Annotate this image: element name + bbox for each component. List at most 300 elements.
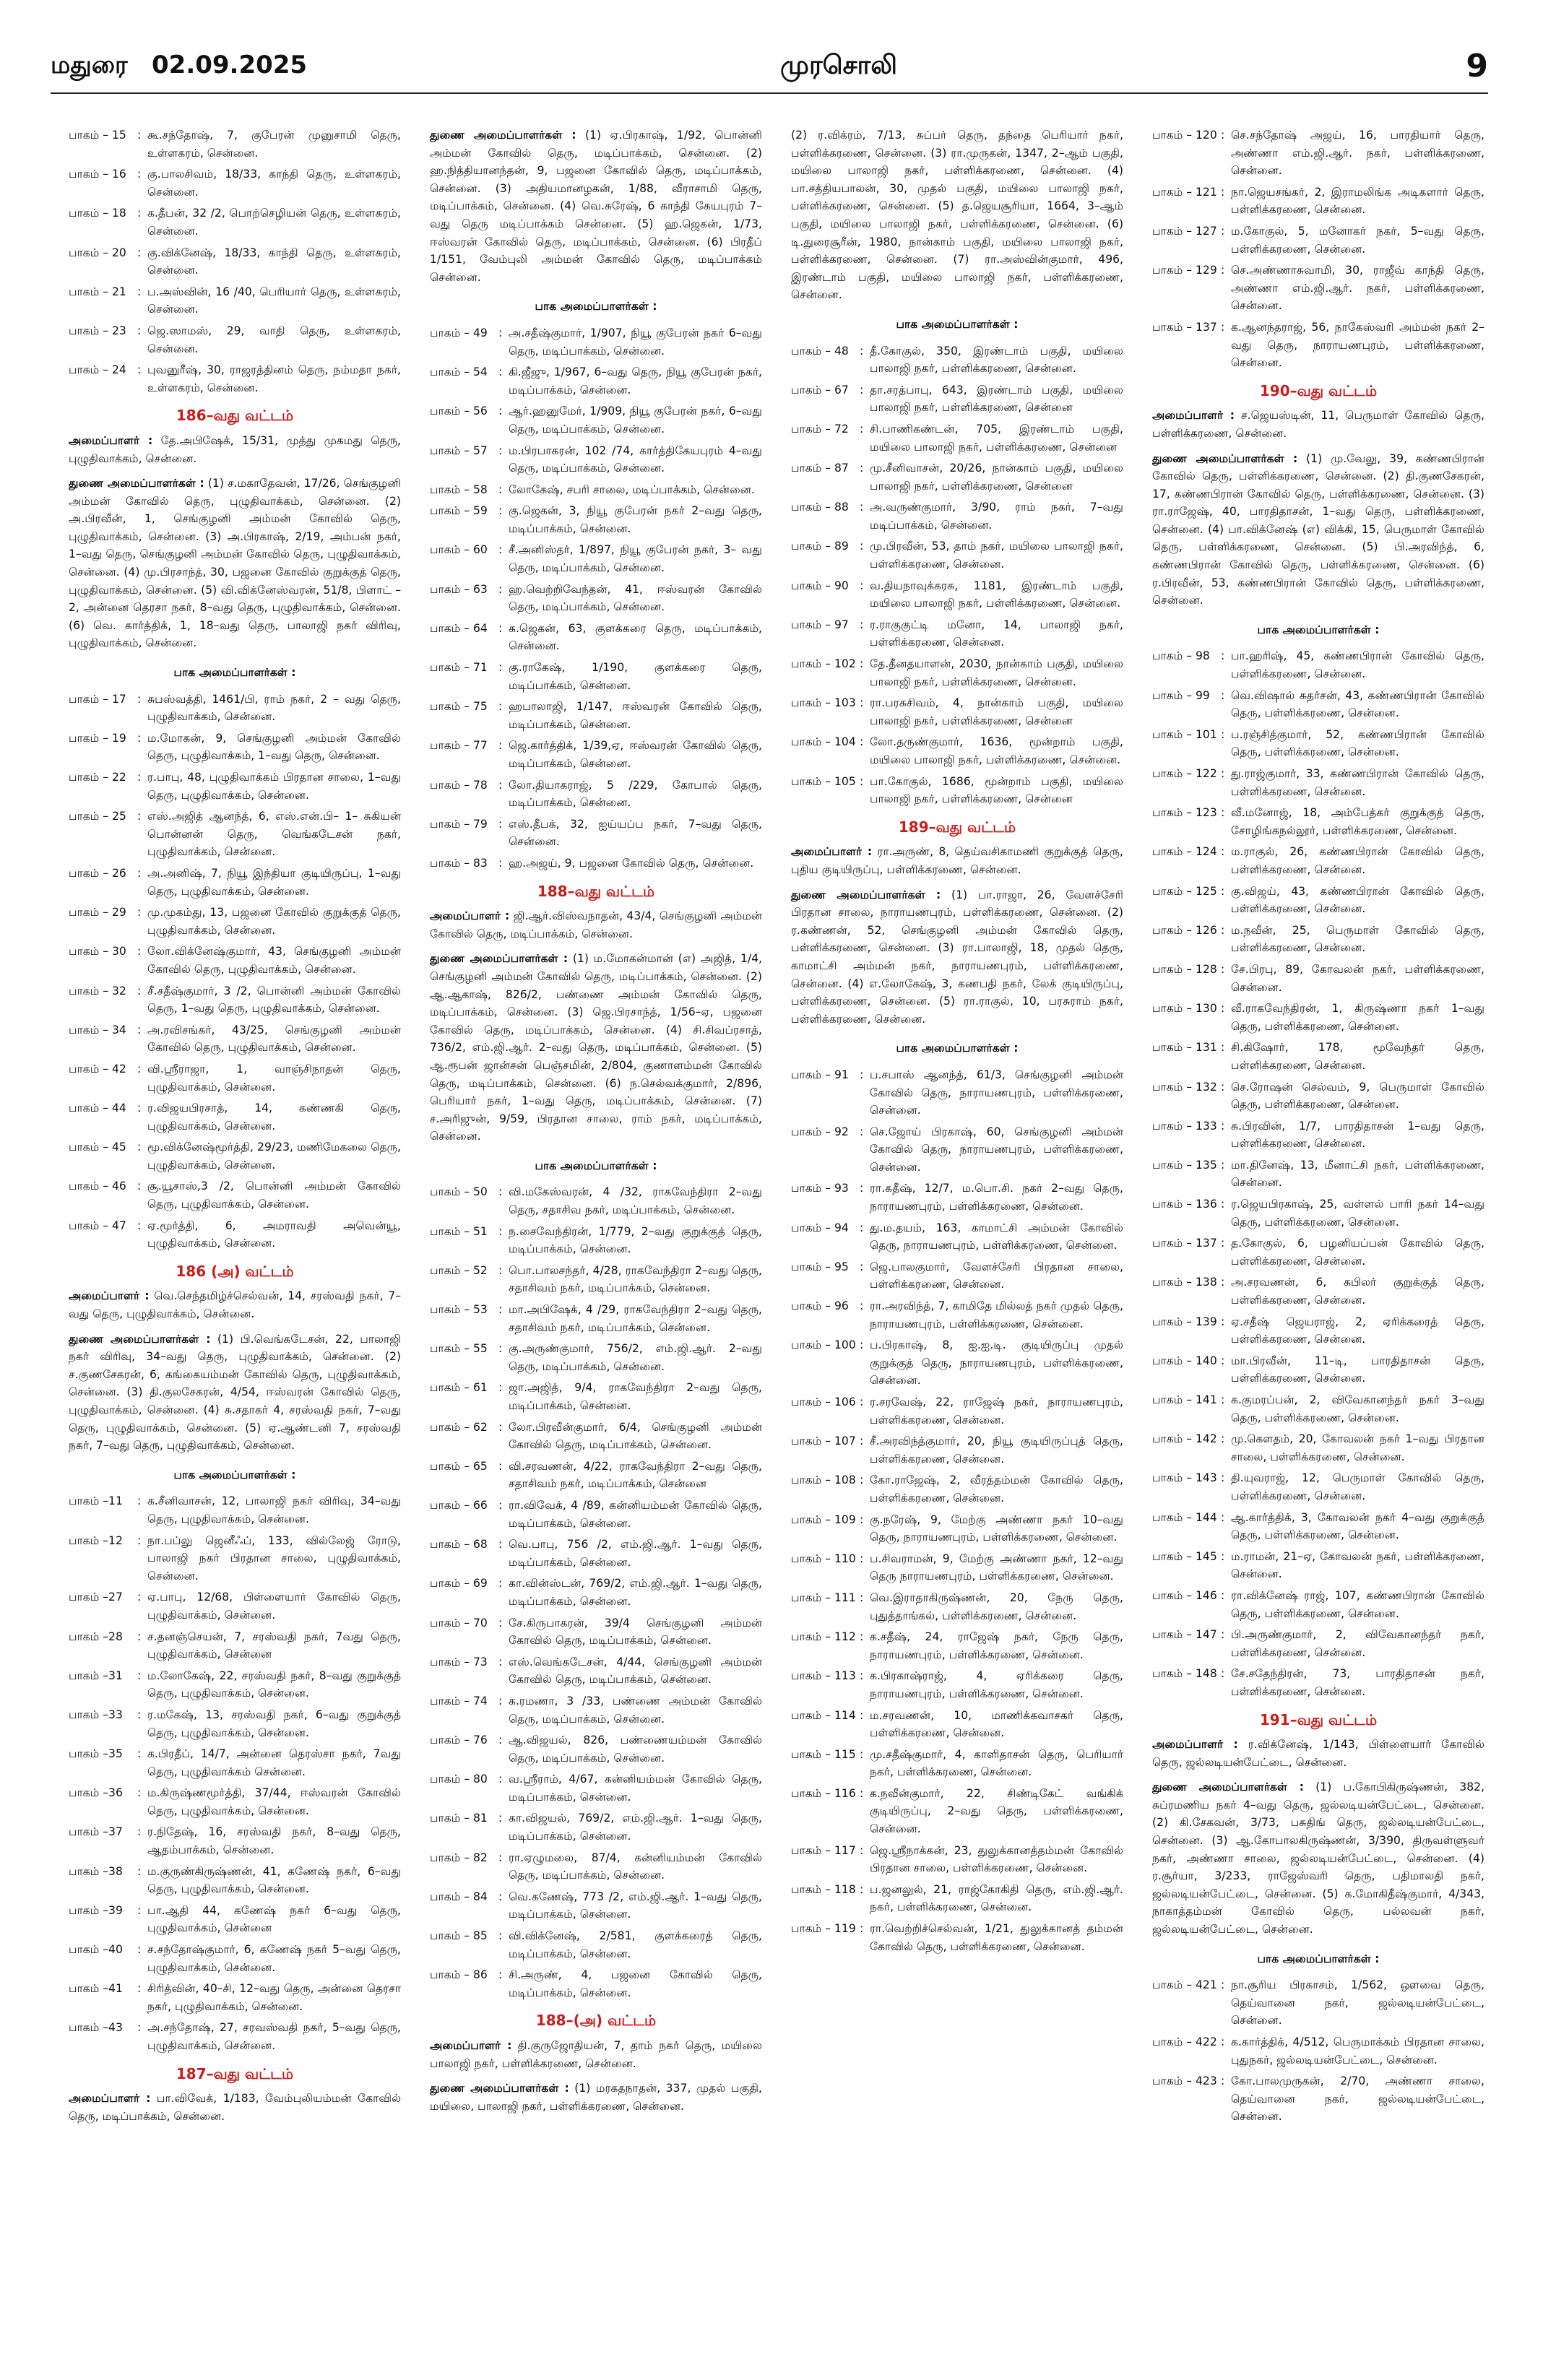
booth-person-address: கு.நரேஷ், 9, மேற்கு அண்ணா நகர் 10–வது தெரு, நாராயணபுரம், பள்ளிக்கரணை, சென்னை. [870, 1513, 1123, 1544]
booth-entry [69, 730, 401, 765]
organizer-details: ச.ஜெயஸ்டின், 11, பெருமாள் கோவில் தெரு, பள்ளிக்கரணை, சென்னை. [1152, 409, 1484, 440]
booth-number: பாகம் – 62 [430, 1420, 488, 1434]
booth-entry [791, 733, 1123, 769]
booth-number: பாகம் – 111 [791, 1591, 856, 1604]
masthead [51, 48, 1488, 94]
booth-person-address: ச.தனஞ்செயன், 7, சரஸ்வதி நகர், 7வது தெரு, புழுதிவாக்கம், சென்னை [147, 1630, 401, 1661]
section-subheading: பாக அமைப்பாளர்கள் : [535, 300, 657, 313]
booth-entry [1152, 183, 1484, 219]
booth-person-address: வெ.பாபு, 756 /2, எம்.ஜி.ஆர். 1–வது தெரு, மடிப்பாக்கம், சென்னை. [509, 1538, 762, 1569]
booth-person-address: கோ.பாலமுருகன், 2/70, அண்ணா சாலை, தெய்வானை நகர், ஜல்லடியன்பேட்டை, சென்னை. [1231, 2074, 1484, 2124]
booth-entry [791, 1785, 1123, 1838]
booth-person-address: மூ.விக்னேஷ்மூர்த்தி, 29/23, மணிமேகலை தெரு, புழுதிவாக்கம், சென்னை. [147, 1141, 401, 1172]
booth-number: பாகம் – 79 [430, 817, 488, 831]
organizer-paragraph [69, 432, 401, 467]
booth-entry [1152, 2033, 1484, 2069]
section-subheading: பாக அமைப்பாளர்கள் : [1257, 1952, 1380, 1965]
booth-entry [1152, 1195, 1484, 1231]
booth-person-address: தீ.கோகுல், 350, இரண்டாம் பகுதி, மயிலை பாலாஜி நகர், பள்ளிக்கரணை, சென்னை. [870, 344, 1123, 376]
column-3 [791, 126, 1123, 2351]
booth-number: பாகம் – 101 [1152, 727, 1217, 741]
separator-colon: : [860, 618, 864, 631]
booth-entry [69, 982, 401, 1018]
booth-number: பாகம் – 143 [1152, 1471, 1217, 1485]
booth-number: பாகம் – 80 [430, 1773, 488, 1786]
separator-colon: : [498, 365, 503, 379]
role-label: அமைப்பாளர் : [1152, 409, 1235, 423]
separator-colon: : [498, 1655, 503, 1669]
separator-colon: : [137, 246, 142, 259]
booth-entry [430, 581, 762, 616]
separator-colon: : [498, 1577, 503, 1591]
booth-entry [430, 1379, 762, 1414]
booth-entry [69, 1706, 401, 1741]
booth-number: பாகம் – 113 [791, 1669, 856, 1683]
booth-number: பாகம் – 58 [430, 483, 488, 496]
separator-colon: : [860, 383, 864, 397]
booth-person-address: மு.சீனிவாசன், 20/26, நான்காம் பகுதி, மயிலை பாலாஜி நகர், பள்ளிக்கரணை, சென்னை [870, 462, 1123, 493]
separator-colon: : [137, 129, 142, 142]
booth-entry [430, 737, 762, 772]
booth-person-address: மா.அபிஷேக், 4 /29, ராகவேந்திரா 2–வது தெரு, சதாசிவம் நகர், மடிப்பாக்கம், சென்னை. [509, 1303, 762, 1334]
booth-person-address: க.சதீஷ், 24, ராஜேஷ் நகர், நேரு தெரு, நாராயணபுரம், பள்ளிக்கரணை, சென்னை. [870, 1630, 1123, 1661]
booth-number: பாகம் – 64 [430, 621, 488, 635]
booth-number: பாகம் – 53 [430, 1303, 488, 1317]
booth-person-address: க.குமரப்பன், 2, விவேகானந்தர் நகர் 3–வது தெரு, பள்ளிக்கரணை, சென்னை. [1231, 1393, 1484, 1424]
booth-entry [69, 1745, 401, 1780]
booth-person-address: நா.பப்லு ஜெனீஃப், 133, வில்லேஜ் ரோடு, பாலாஜி நகர் பிரதான சாலை, புழுதிவாக்கம், சென்னை. [147, 1533, 401, 1583]
booth-entry [69, 865, 401, 900]
booth-person-address: மா.பிரவீன், 11–டி, பாரதிதாசன் தெரு, பள்ளிக்கரணை, சென்னை. [1231, 1354, 1484, 1385]
booth-entry [791, 1746, 1123, 1781]
booth-entry [1152, 1548, 1484, 1583]
organizer-paragraph [791, 126, 1123, 304]
separator-colon: : [1221, 1510, 1225, 1524]
separator-colon: : [1221, 1354, 1225, 1367]
separator-colon: : [1221, 185, 1225, 199]
separator-colon: : [137, 1141, 142, 1154]
booth-entry [430, 1966, 762, 2002]
booth-person-address: ரா.விவேக், 4 /89, கன்னியம்மன் கோவில் தெரு, மடிப்பாக்கம், சென்னை. [509, 1498, 762, 1530]
role-label: அமைப்பாளர் : [430, 2039, 512, 2052]
ward-heading: 187–வது வட்டம் [176, 2064, 294, 2082]
booth-entry [791, 1219, 1123, 1255]
booth-number: பாகம் – 108 [791, 1474, 856, 1487]
booth-number: பாகம் – 117 [791, 1843, 856, 1857]
booth-entry [1152, 319, 1484, 372]
booth-person-address: க.ஆனந்தராஜ், 56, நாகேஸ்வரி அம்மன் நகர் 2–வது தெரு, நாராயணபுரம், பள்ளிக்கரணை, சென்னை. [1231, 320, 1484, 370]
organizer-paragraph [430, 2037, 762, 2072]
booth-entry [791, 1920, 1123, 1955]
booth-person-address: ப.அஸ்வின், 16 /40, பெரியார் தெரு, உள்ளகரம், சென்னை. [147, 285, 401, 316]
separator-colon: : [1221, 2074, 1225, 2088]
booth-entry [430, 1692, 762, 1728]
booth-entry [430, 541, 762, 576]
booth-number: பாகம் – 72 [791, 422, 849, 436]
booth-person-address: கு.அருண்குமார், 756/2, எம்.ஜி.ஆர். 2–வது தெரு, மடிப்பாக்கம், சென்னை. [509, 1342, 762, 1373]
booth-entry [1152, 1156, 1484, 1192]
separator-colon: : [1221, 1393, 1225, 1406]
separator-colon: : [860, 696, 864, 710]
booth-person-address: அ.சரவணன், 6, கபிலர் குறுக்குத் தெரு, பள்ளிக்கரணை, சென்னை. [1231, 1276, 1484, 1307]
separator-colon: : [137, 984, 142, 998]
booth-number: பாகம் – 25 [69, 810, 126, 823]
separator-colon: : [137, 1747, 142, 1761]
booth-person-address: நா.சூரிய பிரகாசம், 1/562, ஔவை தெரு, தெய்வானை நகர், ஜல்லடியன்பேட்டை, சென்னை. [1231, 1978, 1484, 2028]
booth-number: பாகம் – 61 [430, 1381, 488, 1395]
booth-number: பாகம் – 128 [1152, 962, 1217, 976]
role-label: அமைப்பாளர் : [69, 1289, 150, 1303]
booth-entry [791, 498, 1123, 534]
booth-number: பாகம் – 84 [430, 1890, 488, 1903]
booth-number: பாகம் – 140 [1152, 1354, 1217, 1367]
booth-entry [1152, 2072, 1484, 2126]
booth-number: பாகம் – 142 [1152, 1432, 1217, 1446]
booth-person-address: அ.அனிஷ், 7, நியூ இந்தியா குடியிருப்பு, 1–வது தெரு, புழுதிவாக்கம், சென்னை. [147, 866, 401, 898]
separator-colon: : [498, 739, 503, 753]
booth-entry [791, 1881, 1123, 1916]
booth-number: பாகம் – 98 [1152, 649, 1210, 663]
booth-number: பாகம் – 29 [69, 906, 126, 919]
booth-number: பாகம் – 92 [791, 1125, 849, 1138]
organizer-paragraph [69, 1287, 401, 1323]
booth-entry [69, 808, 401, 861]
booth-entry [791, 655, 1123, 691]
booth-person-address: ம.ராகுல், 26, கண்ணபிரான் கோவில் தெரு, பள்ளிக்கரணை, சென்னை. [1231, 845, 1484, 876]
booth-number: பாகம் –37 [69, 1825, 123, 1839]
booth-person-address: ஏ.மூர்த்தி, 6, அமராவதி அவென்யூ, புழுதிவாக்கம், சென்னை. [147, 1219, 401, 1250]
separator-colon: : [860, 1435, 864, 1448]
booth-number: பாகம் – 82 [430, 1851, 488, 1864]
separator-colon: : [498, 1459, 503, 1473]
booth-number: பாகம் – 15 [69, 129, 126, 142]
booth-number: பாகம் – 141 [1152, 1393, 1217, 1406]
separator-colon: : [498, 1968, 503, 1982]
booth-entry [69, 2019, 401, 2054]
separator-colon: : [498, 1773, 503, 1786]
booth-person-address: வெ.கணேஷ், 773 /2, எம்.ஜி.ஆர். 1–வது தெரு, மடிப்பாக்கம், சென்னை. [509, 1890, 762, 1921]
booth-number: பாகம் – 102 [791, 657, 856, 671]
separator-colon: : [137, 207, 142, 220]
separator-colon: : [860, 1338, 864, 1352]
booth-person-address: ரா.வெற்றிச்செல்வன், 1/21, துலுக்கானத் தம்மன் கோவில் தெரு, பள்ளிக்கரணை, சென்னை. [870, 1922, 1123, 1953]
separator-colon: : [860, 1125, 864, 1138]
separator-colon: : [860, 1395, 864, 1408]
booth-person-address: கா.வின்ஸ்டன், 769/2, எம்.ஜி.ஆர். 1–வது தெரு, மடிப்பாக்கம், சென்னை. [509, 1577, 762, 1608]
booth-entry [791, 1297, 1123, 1333]
booth-person-address: அ.வருண்குமார், 3/90, ராம் நகர், 7–வது மடிப்பாக்கம், சென்னை. [870, 501, 1123, 532]
booth-person-address: சி.பாணிகண்டன், 705, இரண்டாம் பகுதி, மயிலை பாலாஜி நகர், பள்ளிக்கரணை, சென்னை [870, 422, 1123, 454]
booth-number: பாகம் – 42 [69, 1062, 126, 1076]
organizer-details: தே.அபிஷேக், 15/31, முத்து முகமது தெரு, புழுதிவாக்கம், சென்னை. [69, 433, 401, 465]
booth-entry [69, 244, 401, 280]
booth-person-address: கா.விஜயல், 769/2, எம்.ஜி.ஆர். 1–வது தெரு, மடிப்பாக்கம், சென்னை. [509, 1812, 762, 1843]
booth-entry [1152, 922, 1484, 957]
booth-number: பாகம் – 129 [1152, 264, 1217, 277]
booth-entry [791, 381, 1123, 417]
organizer-details: ர.விக்னேஷ், 1/143, பிள்ளையார் கோவில் தெரு, ஜல்லடியன்பேட்டை, சென்னை. [1152, 1738, 1484, 1769]
booth-entry [430, 442, 762, 477]
booth-number: பாகம் – 127 [1152, 224, 1217, 238]
booth-entry [1152, 1039, 1484, 1074]
booth-entry [430, 1888, 762, 1924]
booth-person-address: ஜெ.ஸாமஸ், 29, வாதி தெரு, உள்ளகரம், சென்னை. [147, 324, 401, 355]
ward-heading: 186–வது வட்டம் [176, 407, 294, 425]
booth-person-address: ச.சந்தோஷ்குமார், 6, கணேஷ் நகர் 5–வது தெரு, புழுதிவாக்கம், சென்னை. [147, 1943, 401, 1974]
booth-person-address: கு.ராகேஷ், 1/190, குளக்கரை தெரு, மடிப்பாக்கம், சென்னை. [509, 661, 762, 692]
booth-number: பாகம் – 118 [791, 1882, 856, 1896]
organizer-details: (1) ம.மோகன்மான் (எ) அஜித், 1/4, செங்குழனி அம்மன் கோவில் தெரு, மடிப்பாக்கம், சென்னை. (2) ஆ.ஆகாஷ், 826/2, பண்ணை அம்மன் கோவில் தெரு, மடிப்பாக்கம், சென்னை. (3) ஜெ.பிரசாந்த், 1/56–ஏ, பஜனை கோவில் தெரு, மடிப்பாக்கம், சென்னை. (4) சி.சிவப்ரசாத், 736/2, எம்.ஜி.ஆர். 2–வது தெரு, மடிப்பாக்கம், சென்னை. (5) ஆ.ரூபன் ஜான்சன் பெஞ்சமின், 2/804, குணாளம்மன் கோவில் தெரு, மடிப்பாக்கம், சென்னை. (6) ந.செல்வக்குமார், 2/896, பெரியார் நகர், 1–வது தெரு, மடிப்பாக்கம், சென்னை. (7) ச.அரிஜுன், 9/59, பிரதான சாலை, ராம் நகர், மடிப்பாக்கம், சென்னை. [430, 952, 762, 1143]
role-label: துணை அமைப்பாளர்கள் : [1152, 451, 1298, 465]
separator-colon: : [860, 1669, 864, 1683]
organizer-details: ஜி.ஆர்.விஸ்வநாதன், 43/4, செங்குழனி அம்மன் கோவில் தெரு, மடிப்பாக்கம், சென்னை. [430, 909, 762, 940]
booth-number: பாகம் – 17 [69, 692, 126, 706]
booth-number: பாகம் – 137 [1152, 320, 1217, 334]
separator-colon: : [498, 817, 503, 831]
booth-person-address: நா.ஜெயசங்கர், 2, இராமலிங்க அடிகளார் தெரு, பள்ளிக்கரணை, சென்னை. [1231, 185, 1484, 217]
booth-number: பாகம் – 422 [1152, 2035, 1217, 2048]
booth-entry [1152, 843, 1484, 878]
separator-colon: : [137, 1591, 142, 1604]
booth-entry [1152, 1587, 1484, 1622]
booth-entry [430, 324, 762, 360]
separator-colon: : [498, 504, 503, 518]
booth-person-address: ஏ.பாபு, 12/68, பிள்ளையார் கோவில் தெரு, புழுதிவாக்கம், சென்னை. [147, 1591, 401, 1622]
booth-number: பாகம் – 421 [1152, 1978, 1217, 1992]
booth-entry [791, 1123, 1123, 1177]
organizer-paragraph [430, 2080, 762, 2115]
booth-number: பாகம் – 148 [1152, 1667, 1217, 1681]
newspaper-name: முரசொலி [780, 51, 897, 80]
role-label: அமைப்பாளர் : [69, 433, 153, 447]
organizer-details: (2) ர.விக்ரம், 7/13, சுப்பர் தெரு, தந்தை பெரியார் நகர், பள்ளிக்கரணை, சென்னை. (3) ரா.முருகன், 1347, 2–ஆம் பகுதி, மயிலை பாலாஜி நகர், பள்ளிக்கரணை, சென்னை. (4) பா.சத்தியபாலன், 30, முதல் பகுதி, மயிலை பாலாஜி நகர், பள்ளிக்கரணை, சென்னை. (5) த.ஜெயசூரியா, 1664, 3–ஆம் பகுதி, மயிலை பாலாஜி நகர், பள்ளிக்கரணை, சென்னை. (6) டி.துரைசூரீன், 1980, நான்காம் பகுதி, மயிலை பாலாஜி நகர், பள்ளிக்கரணை, சென்னை. (7) ரா.அஸ்வின்குமார், 496, இரண்டாம் பகுதி, மயிலை பாலாஜி நகர், பள்ளிக்கரணை, சென்னை. [791, 129, 1123, 302]
booth-number: பாகம் – 49 [430, 326, 488, 339]
separator-colon: : [137, 324, 142, 337]
booth-person-address: செ.ஜோய் பிரகாஷ், 60, செங்குழனி அம்மன் கோவில் தெரு, நாராயணபுரம், பள்ளிக்கரணை, சென்னை. [870, 1125, 1123, 1174]
booth-entry [791, 459, 1123, 495]
booth-number: பாகம் – 30 [69, 945, 126, 959]
separator-colon: : [498, 1303, 503, 1317]
booth-person-address: தி.யுவராஜ், 12, பெருமாள் கோவில் தெரு, பள்ளிக்கரணை, சென்னை. [1231, 1471, 1484, 1502]
separator-colon: : [860, 344, 864, 358]
separator-colon: : [1221, 649, 1225, 663]
separator-colon: : [498, 1224, 503, 1238]
booth-person-address: க.ஜெகன், 63, குளக்கரை தெரு, மடிப்பாக்கம், சென்னை. [509, 621, 762, 653]
booth-number: பாகம் – 100 [791, 1338, 856, 1352]
separator-colon: : [1221, 884, 1225, 898]
booth-entry [791, 1180, 1123, 1215]
booth-entry [69, 1060, 401, 1096]
booth-person-address: து.ம.தயம், 163, காமாட்சி அம்மன் கோவில் தெரு, நாராயணபுரம், பள்ளிக்கரணை, சென்னை. [870, 1221, 1123, 1252]
booth-number: பாகம் –35 [69, 1747, 123, 1761]
booth-number: பாகம் – 122 [1152, 767, 1217, 780]
organizer-paragraph [430, 126, 762, 286]
booth-number: பாகம் – 83 [430, 856, 488, 870]
booth-number: பாகம் – 121 [1152, 185, 1217, 199]
booth-person-address: சே.கிருபாகரன், 39/4 செங்குழனி அம்மன் கோவில் தெரு, மடிப்பாக்கம், சென்னை. [509, 1616, 762, 1648]
booth-number: பாகம் – 56 [430, 404, 488, 418]
booth-entry [430, 1770, 762, 1806]
booth-person-address: சீ.அனிஸ்தர், 1/897, நியூ குபேரன் நகர், 3– வது தெரு, மடிப்பாக்கம், சென்னை. [509, 543, 762, 575]
separator-colon: : [137, 1102, 142, 1115]
booth-person-address: சீ.அரவிந்த்குமார், 20, நியூ குடியிருப்புத் தெரு, பள்ளிக்கரணை, சென்னை. [870, 1435, 1123, 1466]
booth-number: பாகம் – 126 [1152, 923, 1217, 937]
separator-colon: : [1221, 962, 1225, 976]
ward-heading: 186 (அ) வட்டம் [176, 1262, 294, 1280]
separator-colon: : [137, 1062, 142, 1076]
booth-entry [1152, 687, 1484, 722]
booth-person-address: ப.சபாஸ் ஆனந்த், 61/3, செங்குழனி அம்மன் கோவில் தெரு, நாராயணபுரம், பள்ளிக்கரணை, சென்னை. [870, 1068, 1123, 1117]
header-rule [51, 92, 1488, 94]
separator-colon: : [498, 1851, 503, 1864]
section-subheading: பாக அமைப்பாளர்கள் : [173, 666, 296, 680]
booth-entry [69, 1138, 401, 1174]
separator-colon: : [1221, 224, 1225, 238]
separator-colon: : [137, 1533, 142, 1547]
booth-entry [430, 1419, 762, 1454]
organizer-paragraph [69, 475, 401, 652]
separator-colon: : [860, 657, 864, 671]
booth-number: பாகம் – 26 [69, 866, 126, 880]
booth-person-address: பொ.பாலசந்தர், 4/28, ராகவேந்திரா 2–வது தெரு, சதாசிவம் நகர், மடிப்பாக்கம், சென்னை. [509, 1263, 762, 1295]
booth-entry [1152, 222, 1484, 258]
separator-colon: : [1221, 923, 1225, 937]
booth-entry [1152, 1430, 1484, 1466]
booth-entry [430, 1575, 762, 1610]
booth-person-address: லோ.பிரவீன்குமார், 6/4, செங்குழனி அம்மன் கோவில் தெரு, மடிப்பாக்கம், சென்னை. [509, 1420, 762, 1452]
booth-number: பாகம் – 74 [430, 1694, 488, 1708]
booth-number: பாகம் – 115 [791, 1747, 856, 1761]
booth-number: பாகம் – 130 [1152, 1002, 1217, 1016]
booth-person-address: ர.சரவேஷ், 22, ராஜேஷ் நகர், நாராயணபுரம், பள்ளிக்கரணை, சென்னை. [870, 1395, 1123, 1427]
edition-city: மதுரை [51, 51, 128, 79]
separator-colon: : [860, 1299, 864, 1313]
booth-person-address: ஜெ.பாலகுமார், வேளச்சேரி பிரதான சாலை, பள்ளிக்கரணை, சென்னை. [870, 1260, 1123, 1291]
separator-colon: : [860, 462, 864, 475]
booth-person-address: பா.ஆதி 44, கணேஷ் நகர் 6–வது தெரு, புழுதிவாக்கம், சென்னை [147, 1903, 401, 1935]
separator-colon: : [860, 540, 864, 553]
booth-number: பாகம் –27 [69, 1591, 123, 1604]
booth-person-address: எஸ்.தீபக், 32, ஐய்யப்ப நகர், 7–வது தெரு, சென்னை. [509, 817, 762, 849]
ward-heading: 189–வது வட்டம் [898, 818, 1016, 836]
booth-person-address: ந.சைவேந்திரன், 1/779, 2–வது குறுக்குத் தெரு, மடிப்பாக்கம், சென்னை. [509, 1224, 762, 1256]
booth-number: பாகம் – 109 [791, 1513, 856, 1526]
organizer-details: தி.குருஜோதியன், 7, தாம் நகர் தெரு, மயிலை பாலாஜி நகர், பள்ளிக்கரணை, சென்னை. [430, 2039, 762, 2070]
booth-number: பாகம் – 34 [69, 1023, 126, 1037]
separator-colon: : [1221, 1628, 1225, 1642]
booth-person-address: ப.சிவராமன், 9, மேற்கு அண்ணா நகர், 12–வது தெரு நாராயணபுரம், பள்ளிக்கரணை, சென்னை. [870, 1552, 1123, 1583]
separator-colon: : [860, 1786, 864, 1800]
booth-number: பாகம் – 55 [430, 1342, 488, 1356]
booth-person-address: வி.மகேஸ்வரன், 4 /32, ராகவேந்திரா 2–வது தெரு, சதாசிவ நகர், மடிப்பாக்கம், சென்னை. [509, 1185, 762, 1217]
booth-number: பாகம் – 65 [430, 1459, 488, 1473]
booth-entry [1152, 726, 1484, 761]
booth-number: பாகம் – 19 [69, 731, 126, 745]
booth-person-address: கு.பாலசிவம், 18/33, காந்தி தெரு, உள்ளகரம், சென்னை. [147, 168, 401, 199]
booth-person-address: வ.தியநாவுக்கரசு, 1181, இரண்டாம் பகுதி, மயிலை பாலாஜி நகர், பள்ளிக்கரணை, சென்னை. [870, 579, 1123, 610]
booth-person-address: தே.தீனதயாளன், 2030, நான்காம் பகுதி, மயிலை பாலாஜி நகர், பள்ளிக்கரணை, சென்னை. [870, 657, 1123, 688]
booth-person-address: கோ.ராஜேஷ், 2, வீரத்தம்மன் கோவில் தெரு, பள்ளிக்கரணை, சென்னை. [870, 1474, 1123, 1505]
role-label: அமைப்பாளர் : [430, 909, 510, 923]
booth-number: பாகம் – 85 [430, 1929, 488, 1943]
booth-person-address: க.நவீன்குமார், 22, சிண்டிகேட் வங்கிக் குடியிருப்பு, 2–வது தெரு, பள்ளிக்கரணை, சென்னை. [870, 1786, 1123, 1836]
separator-colon: : [860, 1630, 864, 1644]
booth-entry [69, 322, 401, 358]
booth-entry [791, 1667, 1123, 1702]
booth-number: பாகம் – 105 [791, 774, 856, 788]
separator-colon: : [498, 483, 503, 496]
booth-entry [430, 1809, 762, 1845]
separator-colon: : [1221, 1432, 1225, 1446]
booth-person-address: ரா.ஏழுமலை, 87/4, கன்னியம்மன் கோவில் தெரு, மடிப்பாக்கம், சென்னை. [509, 1851, 762, 1882]
separator-colon: : [860, 1068, 864, 1081]
booth-number: பாகம் – 89 [791, 540, 849, 553]
separator-colon: : [1221, 727, 1225, 741]
booth-number: பாகம் – 138 [1152, 1276, 1217, 1289]
booth-number: பாகம் – 145 [1152, 1549, 1217, 1563]
booth-entry [69, 1588, 401, 1624]
separator-colon: : [137, 285, 142, 298]
booth-entry [791, 1432, 1123, 1468]
booth-entry [430, 1301, 762, 1336]
booth-person-address: லோகேஷ், சபரி சாலை, மடிப்பாக்கம், சென்னை. [509, 483, 755, 496]
booth-number: பாகம் – 20 [69, 246, 126, 259]
booth-entry [791, 420, 1123, 456]
booth-number: பாகம் – 136 [1152, 1198, 1217, 1211]
separator-colon: : [498, 443, 503, 457]
separator-colon: : [498, 1929, 503, 1943]
booth-number: பாகம் – 93 [791, 1182, 849, 1195]
booth-person-address: ஹபாலாஜி, 1/147, ஈஸ்வரன் கோவில் தெரு, மடிப்பாக்கம், சென்னை. [509, 700, 762, 731]
booth-number: பாகம் – 147 [1152, 1628, 1217, 1642]
separator-colon: : [1221, 806, 1225, 820]
separator-colon: : [498, 778, 503, 792]
booth-person-address: தா.சரத்பாபு, 643, இரண்டாம் பகுதி, மயிலை பாலாஜி நகர், பள்ளிக்கரணை, சென்னை [870, 383, 1123, 415]
booth-number: பாகம் –39 [69, 1903, 123, 1917]
separator-colon: : [137, 1219, 142, 1232]
booth-entry [430, 1653, 762, 1689]
ward-heading: 191–வது வட்டம் [1259, 1710, 1378, 1728]
booth-entry [791, 1550, 1123, 1585]
booth-person-address: ரா.அரவிந்த், 7, காமிதே மில்லத் நகர் முதல் தெரு, நாராயணபுரம், பள்ளிக்கரணை, சென்னை. [870, 1299, 1123, 1330]
booth-person-address: கு.விக்னேஷ், 18/33, காந்தி தெரு, உள்ளகரம், சென்னை. [147, 246, 401, 277]
booth-entry [69, 1099, 401, 1135]
booth-number: பாகம் – 132 [1152, 1080, 1217, 1094]
separator-colon: : [860, 735, 864, 749]
role-label: துணை அமைப்பாளர்கள் : [69, 477, 204, 490]
separator-colon: : [137, 168, 142, 181]
booth-entry [430, 1262, 762, 1297]
booth-person-address: வி.சரவணன், 4/22, ராகவேந்திரா 2–வது தெரு, சதாசிவம் நகர், மடிப்பாக்கம், சென்னை [509, 1459, 762, 1491]
role-label: அமைப்பாளர் : [791, 845, 873, 859]
separator-colon: : [1221, 2035, 1225, 2048]
booth-number: பாகம் – 423 [1152, 2074, 1217, 2088]
booth-entry [1152, 647, 1484, 683]
booth-entry [1152, 1469, 1484, 1505]
separator-colon: : [1221, 767, 1225, 780]
booth-number: பாகம் – 139 [1152, 1315, 1217, 1328]
booth-entry [430, 776, 762, 812]
booth-person-address: ஆ.கார்த்திக், 3, கோவலன் நகர் 4–வது குறுக்குத் தெரு, பள்ளிக்கரணை, சென்னை. [1231, 1510, 1484, 1542]
booth-number: பாகம் – 52 [430, 1263, 488, 1277]
booth-number: பாகம் – 87 [791, 462, 849, 475]
separator-colon: : [137, 866, 142, 880]
organizer-paragraph [430, 950, 762, 1146]
booth-number: பாகம் –11 [69, 1494, 123, 1508]
booth-person-address: ம.மோகன், 9, செங்குழனி அம்மன் கோவில் தெரு, புழுதிவாக்கம், 1–வது தெரு, சென்னை. [147, 731, 401, 763]
booth-number: பாகம் – 78 [430, 778, 488, 792]
column-2 [430, 126, 762, 2351]
